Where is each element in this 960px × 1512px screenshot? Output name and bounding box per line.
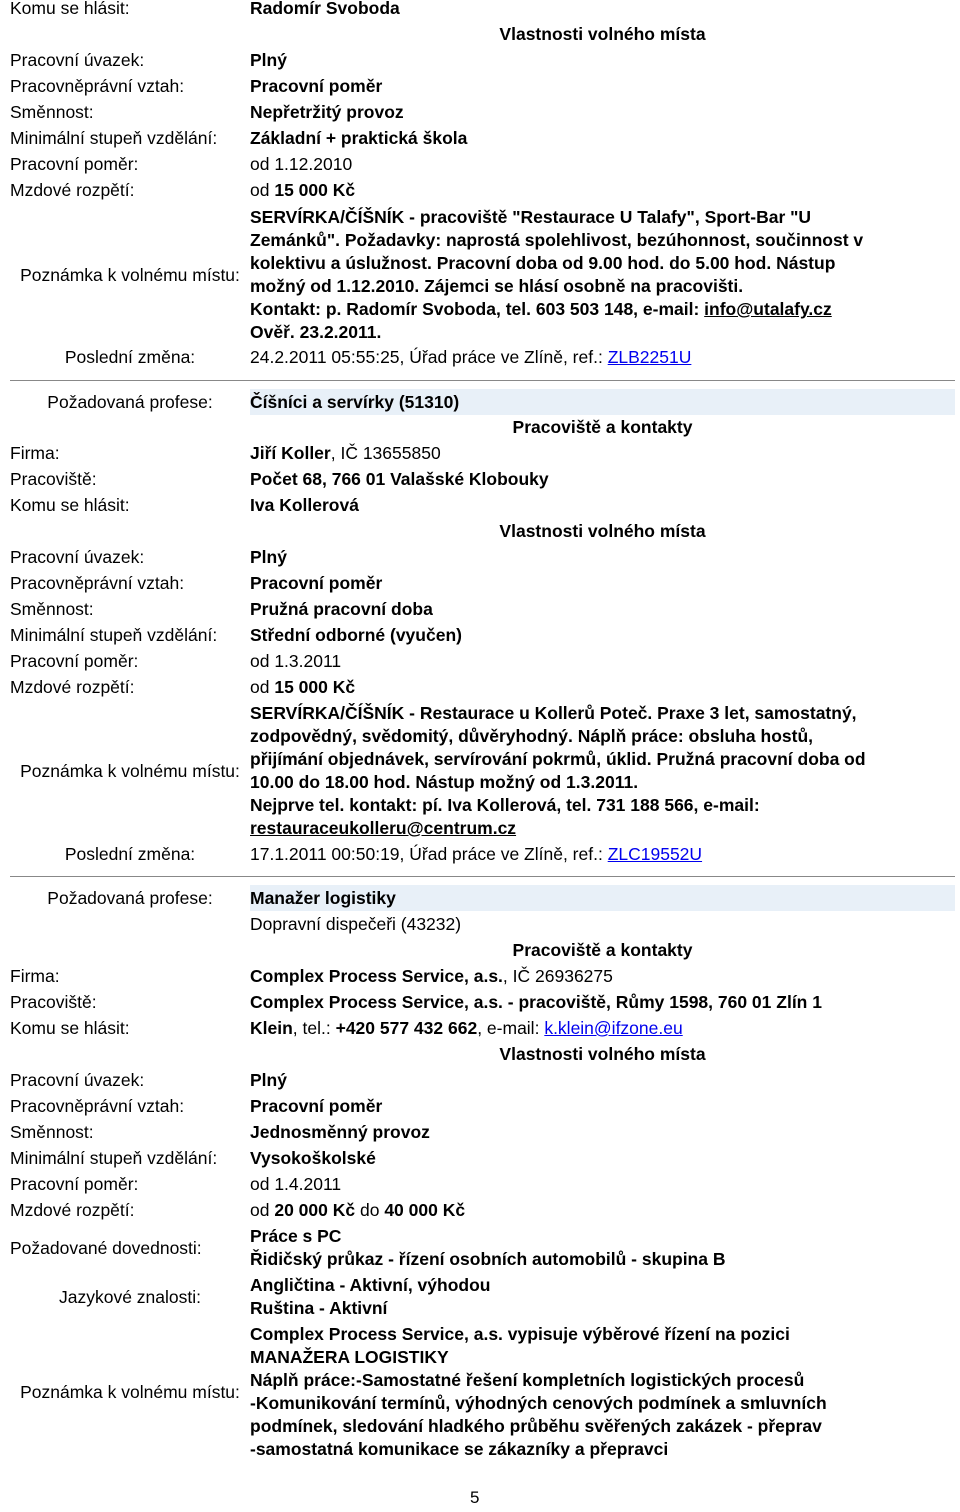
b2-note-line: SERVÍRKA/ČÍŠNÍK - Restaurace u Kollerů Poteč. Praxe 3 let, samostatný,	[250, 703, 857, 723]
b2-smennost-value: Pružná pracovní doba	[250, 599, 433, 619]
b1-pomer-label: Pracovní poměr:	[10, 154, 139, 174]
b1-mzda-label: Mzdové rozpětí:	[10, 180, 135, 200]
b1-vzdelani-value: Základní + praktická škola	[250, 128, 468, 148]
b1-change-label: Poslední změna:	[64, 347, 196, 367]
b3-section-contacts: Pracoviště a kontakty	[512, 940, 693, 960]
b1-note-text	[250, 206, 955, 344]
b3-vztah-label: Pracovněprávní vztah:	[10, 1096, 185, 1116]
b3-smennost-label: Směnnost:	[10, 1122, 94, 1142]
b2-pomer-value: od 1.3.2011	[250, 651, 342, 671]
b1-change-row	[10, 344, 955, 370]
b3-lang-item: Ruština - Aktivní	[250, 1298, 388, 1318]
b1-section-props: Vlastnosti volného místa	[499, 24, 706, 44]
b2-mzda-row	[10, 674, 955, 700]
b2-pracoviste-label: Pracoviště:	[10, 469, 97, 489]
b1-vztah-value: Pracovní poměr	[250, 76, 383, 96]
b2-note-label: Poznámka k volnému místu:	[20, 760, 240, 781]
b2-change-ref-link[interactable]: ZLC19552U	[607, 844, 703, 864]
b3-firma-ic: , IČ 26936275	[502, 966, 613, 986]
divider	[10, 876, 955, 877]
b3-vzdelani-label: Minimální stupeň vzdělání:	[10, 1148, 218, 1168]
b3-profese-value: Manažer logistiky	[250, 885, 955, 911]
b2-uvazek-label: Pracovní úvazek:	[10, 547, 145, 567]
b2-vzdelani-label: Minimální stupeň vzdělání:	[10, 625, 218, 645]
b2-uvazek-row	[10, 544, 955, 570]
b3-note-line: podmínek, sledování hladkého průběhu svěřených zakázek - přeprav	[250, 1416, 822, 1436]
b3-pomer-row	[10, 1171, 955, 1197]
b3-contact-tel: +420 577 432 662	[335, 1018, 478, 1038]
b1-change-value: 24.2.2011 05:55:25, Úřad práce ve Zlíně, ref.:	[250, 347, 608, 367]
b3-uvazek-label: Pracovní úvazek:	[10, 1070, 145, 1090]
b3-contact-value: Klein	[250, 1018, 293, 1038]
b2-contact-value: Iva Kollerová	[250, 495, 359, 515]
b3-langs	[10, 1274, 955, 1320]
b1-note-line: SERVÍRKA/ČÍŠNÍK - pracoviště "Restaurace U Talafy", Sport-Bar "U	[250, 207, 812, 227]
b2-contact-label: Komu se hlásit:	[10, 495, 130, 515]
b2-section-contacts: Pracoviště a kontakty	[512, 417, 693, 437]
b3-note-line: MANAŽERA LOGISTIKY	[250, 1347, 449, 1367]
b3-smennost-value: Jednosměnný provoz	[250, 1122, 430, 1142]
b3-section-props: Vlastnosti volného místa	[499, 1044, 706, 1064]
b3-langs-label: Jazykové znalosti:	[58, 1286, 201, 1307]
b2-note-email-link[interactable]: restauraceukolleru@centrum.cz	[250, 818, 517, 838]
b3-skills-label: Požadované dovednosti:	[10, 1237, 202, 1258]
b2-firma-label: Firma:	[10, 443, 60, 463]
b3-vztah-value: Pracovní poměr	[250, 1096, 383, 1116]
b2-contact-row	[10, 492, 955, 518]
b1-mzda-value: 15 000 Kč	[274, 180, 356, 200]
b2-note-text	[250, 702, 955, 840]
page-number: 5	[470, 1488, 480, 1507]
b1-contact-label: Komu se hlásit:	[10, 0, 130, 18]
b1-uvazek-row	[10, 47, 955, 73]
b1-smennost-row	[10, 99, 955, 125]
b3-vzdelani-row	[10, 1145, 955, 1171]
b3-note	[10, 1323, 955, 1461]
b2-vzdelani-value: Střední odborné (vyučen)	[250, 625, 462, 645]
b1-mzda-prefix: od	[250, 180, 270, 200]
b2-change-row	[10, 841, 955, 867]
b3-pomer-value: od 1.4.2011	[250, 1174, 342, 1194]
b3-mzda-prefix: od	[250, 1200, 270, 1220]
b2-smennost-row	[10, 596, 955, 622]
b3-firma-label: Firma:	[10, 966, 60, 986]
b2-smennost-label: Směnnost:	[10, 599, 94, 619]
b1-note-line: Kontakt: p. Radomír Svoboda, tel. 603 503 148, e-mail:	[250, 299, 705, 319]
b3-lang-item: Angličtina - Aktivní, výhodou	[250, 1275, 491, 1295]
b2-firma-row	[10, 440, 955, 466]
b3-skill-item: Řidičský průkaz - řízení osobních automobilů - skupina B	[250, 1249, 726, 1269]
b3-profese-row	[10, 885, 955, 911]
b2-mzda-label: Mzdové rozpětí:	[10, 677, 135, 697]
b1-uvazek-value: Plný	[250, 50, 287, 70]
b2-pomer-label: Pracovní poměr:	[10, 651, 139, 671]
b2-pracoviste-row	[10, 466, 955, 492]
b3-note-line: -samostatná komunikace se zákazníky a přepravci	[250, 1439, 669, 1459]
b1-note-line: Zemánků". Požadavky: naprostá spolehlivost, bezúhonnost, součinnost v	[250, 230, 864, 250]
b1-uvazek-label: Pracovní úvazek:	[10, 50, 145, 70]
b3-skill-item: Práce s PC	[250, 1226, 342, 1246]
b3-firma-row	[10, 963, 955, 989]
b1-pomer-value: od 1.12.2010	[250, 154, 353, 174]
b2-note-line: přijímání objednávek, servírování pokrmů, úklid. Pružná pracovní doba od	[250, 749, 866, 769]
b3-uvazek-row	[10, 1067, 955, 1093]
b3-contact-row	[10, 1015, 955, 1041]
b3-profese-label: Požadovaná profese:	[47, 888, 213, 908]
b3-note-line: -Komunikování termínů, výhodných cenových podmínek a smluvních	[250, 1393, 827, 1413]
b1-change-ref-link[interactable]: ZLB2251U	[607, 347, 692, 367]
b2-firma-value: Jiří Koller	[250, 443, 331, 463]
b2-mzda-value: 15 000 Kč	[274, 677, 356, 697]
b3-pracoviste-row	[10, 989, 955, 1015]
b2-pomer-row	[10, 648, 955, 674]
b2-change-label: Poslední změna:	[64, 844, 196, 864]
b2-pracoviste-value: Počet 68, 766 01 Valašské Klobouky	[250, 469, 549, 489]
b1-vzdelani-row	[10, 125, 955, 151]
b3-skills	[10, 1225, 955, 1271]
b3-pomer-label: Pracovní poměr:	[10, 1174, 139, 1194]
b3-firma-value: Complex Process Service, a.s.	[250, 966, 503, 986]
b2-note-line: Nejprve tel. kontakt: pí. Iva Kollerová, tel. 731 188 566, e-mail:	[250, 795, 760, 815]
b2-vztah-label: Pracovněprávní vztah:	[10, 573, 185, 593]
b2-vztah-value: Pracovní poměr	[250, 573, 383, 593]
b1-vztah-label: Pracovněprávní vztah:	[10, 76, 185, 96]
b2-profese-label: Požadovaná profese:	[47, 392, 213, 412]
b1-vzdelani-label: Minimální stupeň vzdělání:	[10, 128, 218, 148]
b1-mzda-row	[10, 177, 955, 203]
b2-vzdelani-row	[10, 622, 955, 648]
b2-profese-value: Číšníci a servírky (51310)	[250, 389, 955, 415]
b3-profese-sub-row	[10, 911, 955, 937]
b3-uvazek-value: Plný	[250, 1070, 287, 1090]
b3-pracoviste-value: Complex Process Service, a.s. - pracoviště, Růmy 1598, 760 01 Zlín 1	[250, 992, 822, 1012]
b1-contact-value: Radomír Svoboda	[250, 0, 400, 18]
b3-mzda-label: Mzdové rozpětí:	[10, 1200, 135, 1220]
b3-contact-mail-prefix: , e-mail:	[477, 1018, 545, 1038]
b2-change-value: 17.1.2011 00:50:19, Úřad práce ve Zlíně, ref.:	[250, 844, 608, 864]
b1-contact-row	[10, 0, 955, 21]
b3-note-text	[250, 1323, 955, 1461]
b2-profese-row	[10, 389, 955, 415]
b3-mzda-mid: do	[359, 1200, 380, 1220]
b3-profese-sub: Dopravní dispečeři (43232)	[250, 914, 462, 934]
b1-pomer-row	[10, 151, 955, 177]
b3-contact-tel-prefix: , tel.:	[292, 1018, 336, 1038]
b2-mzda-prefix: od	[250, 677, 270, 697]
b3-note-line: Náplň práce:-Samostatné řešení kompletních logistických procesů	[250, 1370, 805, 1390]
b3-vztah-row	[10, 1093, 955, 1119]
b2-firma-ic: , IČ 13655850	[330, 443, 441, 463]
b3-mzda-from: 20 000 Kč	[274, 1200, 356, 1220]
b1-note-line: kolektivu a úslužnost. Pracovní doba od 9.00 hod. do 5.00 hod. Nástup	[250, 253, 836, 273]
b1-note-email-link[interactable]: info@utalafy.cz	[704, 299, 832, 319]
b1-note-label: Poznámka k volnému místu:	[20, 264, 240, 285]
b3-mzda-row	[10, 1197, 955, 1223]
b2-section-props: Vlastnosti volného místa	[499, 521, 706, 541]
b3-contact-label: Komu se hlásit:	[10, 1018, 130, 1038]
b3-note-line: Complex Process Service, a.s. vypisuje výběrové řízení na pozici	[250, 1324, 790, 1344]
b2-note-line: 10.00 do 18.00 hod. Nástup možný od 1.3.2011.	[250, 772, 639, 792]
b3-mzda-to: 40 000 Kč	[384, 1200, 466, 1220]
b2-note-line: zodpovědný, svědomitý, důvěryhodný. Náplň práce: obsluha hostů,	[250, 726, 813, 746]
divider	[10, 380, 955, 381]
b1-smennost-label: Směnnost:	[10, 102, 94, 122]
b1-vztah-row	[10, 73, 955, 99]
b3-pracoviste-label: Pracoviště:	[10, 992, 97, 1012]
b2-note	[10, 702, 955, 840]
b1-note-line: možný od 1.12.2010. Zájemci se hlásí osobně na pracovišti.	[250, 276, 744, 296]
b3-vzdelani-value: Vysokoškolské	[250, 1148, 376, 1168]
b3-contact-email-link[interactable]: k.klein@ifzone.eu	[544, 1018, 683, 1038]
b1-note	[10, 206, 955, 344]
b3-smennost-row	[10, 1119, 955, 1145]
b2-vztah-row	[10, 570, 955, 596]
b2-uvazek-value: Plný	[250, 547, 287, 567]
b1-smennost-value: Nepřetržitý provoz	[250, 102, 404, 122]
b3-note-label: Poznámka k volnému místu:	[20, 1381, 240, 1402]
b1-note-line: Ověř. 23.2.2011.	[250, 322, 382, 342]
